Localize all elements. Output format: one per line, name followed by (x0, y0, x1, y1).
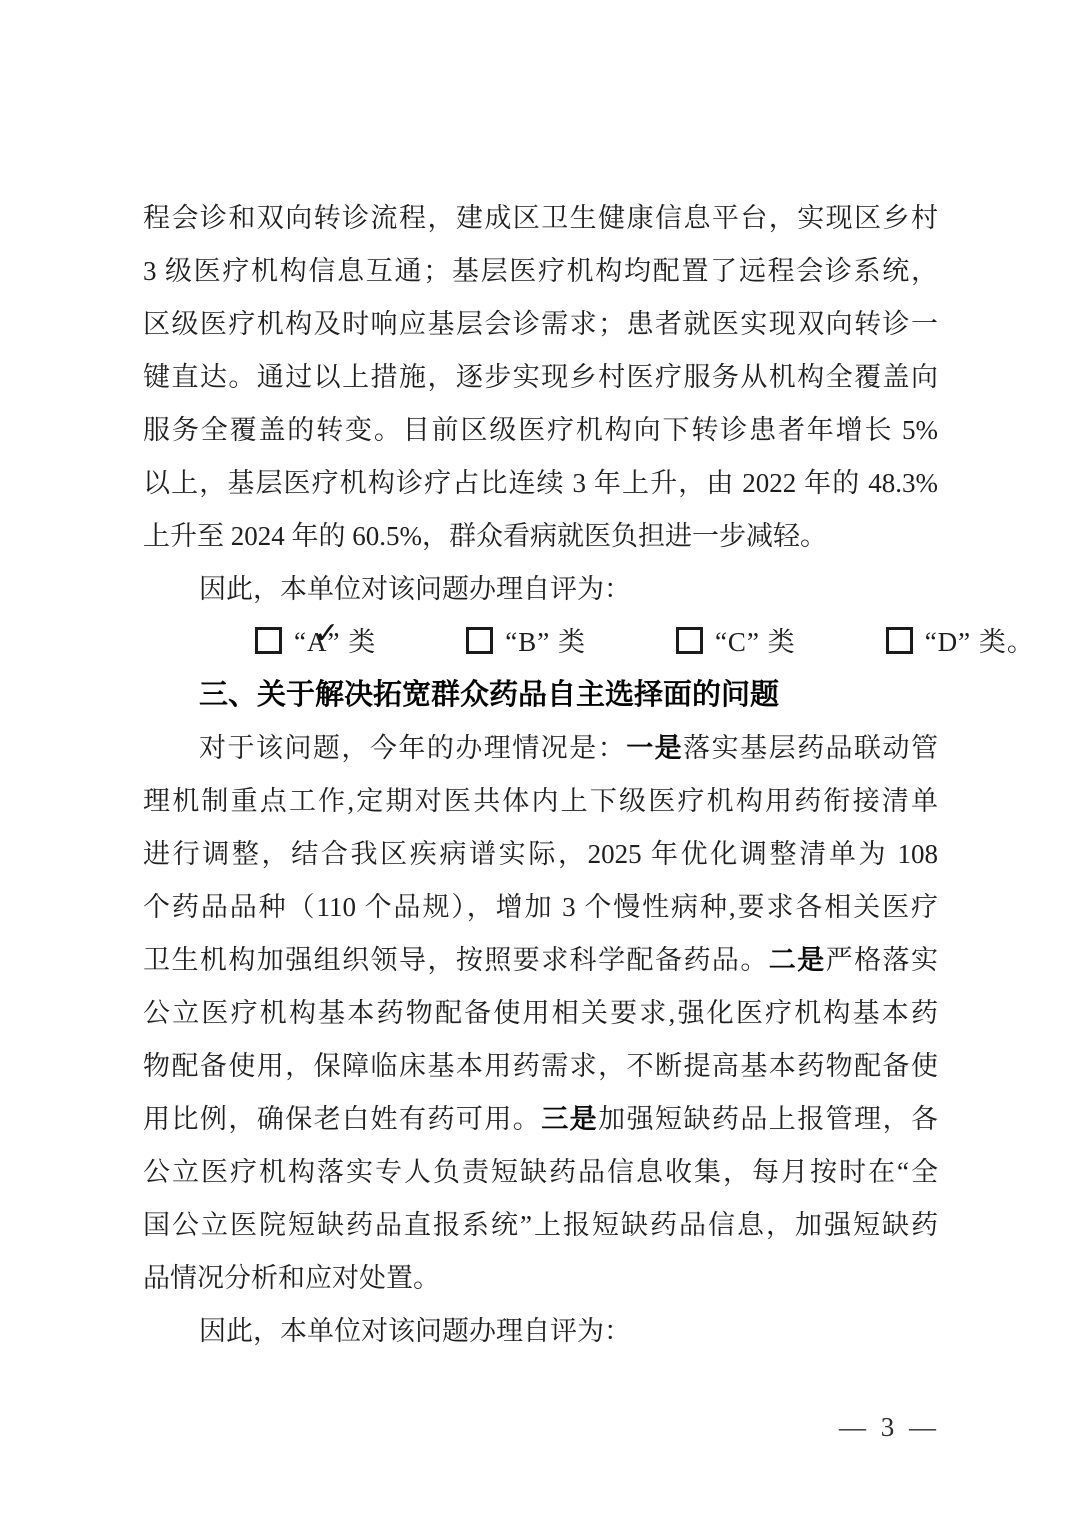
checkbox-option (199, 616, 376, 669)
body-line (143, 1093, 938, 1146)
text-run: 公立医疗机构落实专人负责短缺药品信息收集，每月按时在“全 (143, 1157, 938, 1187)
body-line (143, 510, 938, 563)
body-line (143, 987, 938, 1040)
page-number: — 3 — (839, 1412, 940, 1442)
text-run: 3 级医疗机构信息互通；基层医疗机构均配置了远程会诊系统， (143, 256, 938, 286)
body-line (143, 192, 938, 245)
body-line (143, 351, 938, 404)
text-run: 物配备使用，保障临床基本用药需求，不断提高基本药物配备使 (143, 1051, 938, 1081)
body-line (143, 404, 938, 457)
checkbox-option-label: “A” 类 (294, 627, 377, 657)
emphasis-text: 二是 (768, 945, 826, 975)
body-line (143, 298, 938, 351)
section-heading (143, 669, 938, 722)
body-line (143, 881, 938, 934)
body-line (143, 722, 938, 775)
emphasis-text: 三是 (541, 1104, 599, 1134)
text-run: 落实基层药品联动管 (683, 733, 939, 763)
text-run: 个药品品种（110 个品规），增加 3 个慢性病种,要求各相关医疗 (143, 892, 938, 922)
document-body (143, 192, 1035, 1358)
text-run: 键直达。通过以上措施，逐步实现乡村医疗服务从机构全覆盖向 (143, 362, 938, 392)
text-run: 加强短缺药品上报管理，各 (598, 1104, 939, 1134)
text-run: 因此，本单位对该问题办理自评为： (199, 574, 631, 604)
body-line (143, 1199, 938, 1252)
body-line (143, 1040, 938, 1093)
checkbox-option (410, 616, 586, 669)
text-run: 程会诊和双向转诊流程，建成区卫生健康信息平台，实现区乡村 (143, 203, 938, 233)
text-run: 上升至 2024 年的 60.5%，群众看病就医负担进一步减轻。 (143, 521, 827, 551)
body-line (143, 1146, 938, 1199)
text-run: 进行调整，结合我区疾病谱实际，2025 年优化调整清单为 108 (143, 839, 938, 869)
checkbox-option (620, 616, 796, 669)
checkbox-option-label: “B” 类 (505, 627, 586, 657)
checkbox-unchecked-icon (886, 627, 913, 654)
body-line (143, 1252, 938, 1305)
text-run: 品情况分析和应对处置。 (143, 1263, 440, 1293)
text-run: 对于该问题，今年的办理情况是： (199, 733, 627, 763)
checkbox-option-label: “C” 类 (714, 627, 796, 657)
text-run: 区级医疗机构及时响应基层会诊需求；患者就医实现双向转诊一 (143, 309, 938, 339)
checkbox-option (830, 616, 1035, 669)
checkbox-unchecked-icon (676, 627, 703, 654)
text-run: 卫生机构加强组织领导，按照要求科学配备药品。 (143, 945, 769, 975)
self-evaluation-checkbox-line (143, 616, 1035, 669)
checkbox-option-label: “D” 类。 (924, 627, 1035, 657)
text-run: 因此，本单位对该问题办理自评为： (199, 1316, 631, 1346)
checkbox-unchecked-icon (466, 627, 493, 654)
checkbox-checked-icon (255, 627, 282, 654)
body-line (143, 1305, 938, 1358)
text-run: 用比例，确保老白姓有药可用。 (143, 1104, 542, 1134)
body-line (143, 828, 938, 881)
emphasis-text: 三、关于解决拓宽群众药品自主选择面的问题 (199, 679, 780, 711)
text-run: 公立医疗机构基本药物配备使用相关要求,强化医疗机构基本药 (143, 998, 938, 1028)
body-line (143, 775, 938, 828)
text-run: 以上，基层医疗机构诊疗占比连续 3 年上升，由 2022 年的 48.3% (143, 468, 938, 498)
emphasis-text: 一是 (626, 733, 684, 763)
body-line (143, 934, 938, 987)
text-run: 理机制重点工作,定期对医共体内上下级医疗机构用药衔接清单 (143, 786, 938, 816)
text-run: 服务全覆盖的转变。目前区级医疗机构向下转诊患者年增长 5% (143, 415, 938, 445)
text-run: 严格落实 (825, 945, 939, 975)
body-line (143, 457, 938, 510)
text-run: 国公立医院短缺药品直报系统”上报短缺药品信息，加强短缺药 (143, 1210, 938, 1240)
body-line (143, 563, 938, 616)
body-line (143, 245, 938, 298)
